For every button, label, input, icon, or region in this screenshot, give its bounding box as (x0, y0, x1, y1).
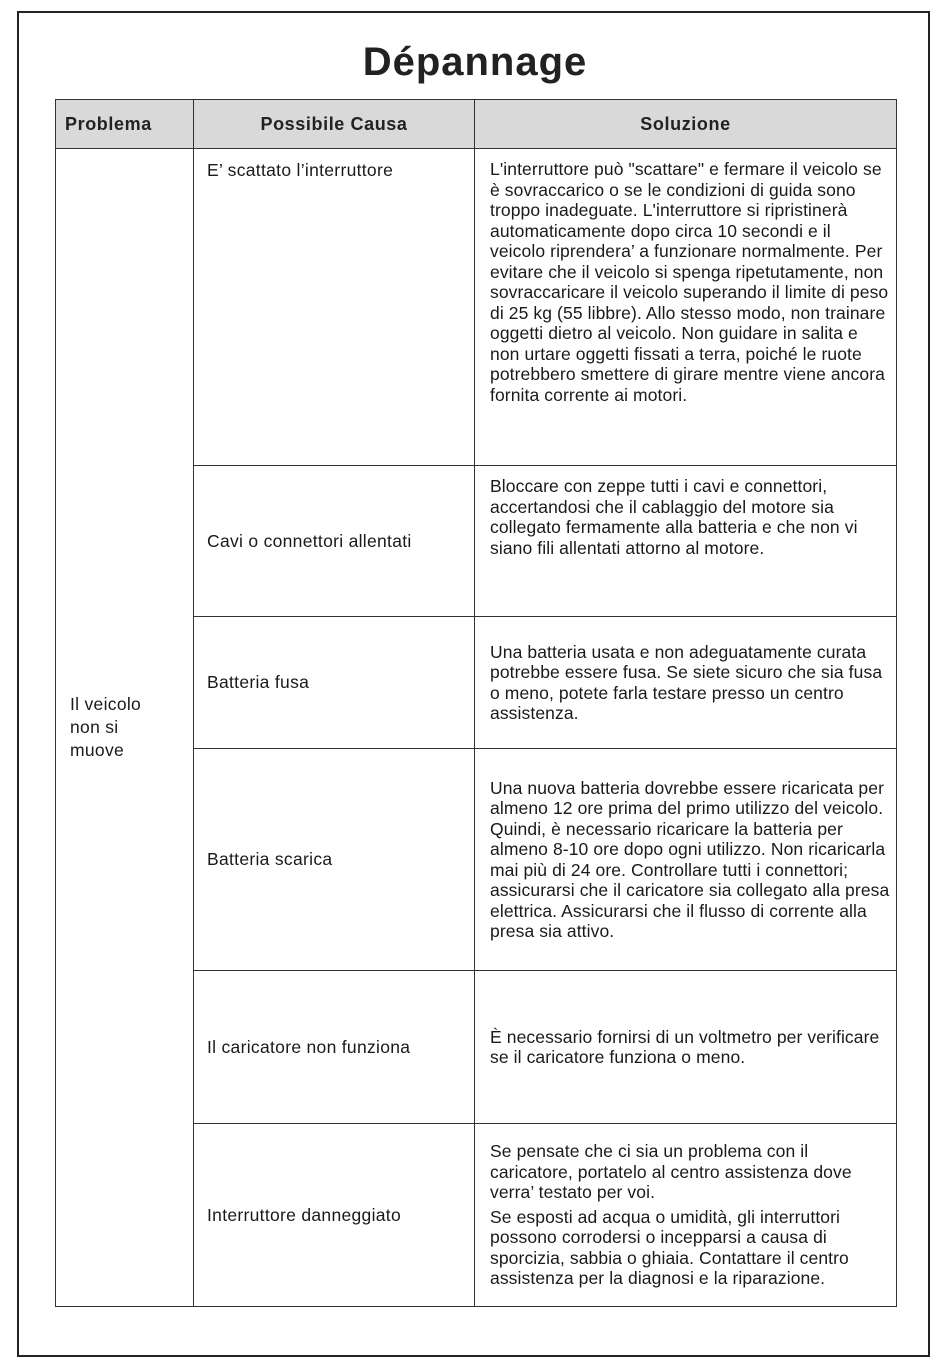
solution-paragraph: Se esposti ad acqua o umidità, gli interruttori possono corrodersi o incepparsi a causa di sporcizia, sabbia o ghiaia. Contattare il centro assistenza per la diagnosi e la riparazione. (490, 1206, 849, 1289)
table-row (56, 149, 897, 466)
problem-cell (56, 149, 194, 1307)
solution-cell: Bloccare con zeppe tutti i cavi e connettori, accertandosi che il cablaggio del motore sia collegato fermamente alla batteria e che non vi siano fili allentati attorno al motore. (475, 466, 897, 617)
table-header-row (56, 100, 897, 149)
solution-paragraph: Se pensate che ci sia un problema con il caricatore, portatelo al centro assistenza dove verra’ testato per voi. (490, 1141, 852, 1203)
header-problem: Problema (56, 100, 194, 149)
cause-cell: Cavi o connettori allentati (194, 466, 475, 617)
cause-cell: Batteria fusa (194, 617, 475, 749)
solution-cell: Una nuova batteria dovrebbe essere ricaricata per almeno 12 ore prima del primo utilizzo del veicolo. Quindi, è necessario ricaricare la batteria per almeno 8-10 ore dopo ogni utilizzo. Non ricaricarla mai più di 24 ore. Controllare tutti i connettori; assicurarsi che il caricatore sia collegato alla presa elettrica. Assicurarsi che il flusso di corrente alla presa sia attivo. (475, 749, 897, 971)
problem-text: Il veicolo non si muove (70, 694, 142, 760)
solution-cell (475, 1124, 897, 1307)
solution-cell: È necessario fornirsi di un voltmetro per verificare se il caricatore funziona o meno. (475, 971, 897, 1124)
header-solution: Soluzione (475, 100, 897, 149)
cause-cell: Batteria scarica (194, 749, 475, 971)
cause-cell: Il caricatore non funziona (194, 971, 475, 1124)
page-title: Dépannage (362, 40, 588, 84)
cause-cell: E’ scattato l’interruttore (194, 149, 475, 466)
cause-cell: Interruttore danneggiato (194, 1124, 475, 1307)
troubleshooting-table (55, 99, 897, 1307)
solution-cell: Una batteria usata e non adeguatamente curata potrebbe essere fusa. Se siete sicuro che sia fusa o meno, potete farla testare presso un centro assistenza. (475, 617, 897, 749)
solution-cell (475, 149, 897, 466)
header-cause: Possibile Causa (194, 100, 475, 149)
solution-text: L'interruttore può "scattare" e fermare il veicolo se è sovraccarico o se le condizioni di guida sono troppo inadeguate. L'interruttore si ripristinerà automaticamente dopo circa 10 secondi e il veicolo riprendera’ a funzionare normalmente. Per evitare che il veicolo si spenga ripetutamente, non sovraccaricare il veicolo superando il limite di peso di 25 kg (55 libbre). Allo stesso modo, non trainare oggetti dietro al veicolo. Non guidare in salita e non urtare oggetti fissati a terra, poiché le ruote potrebbero smettere di girare mentre viene ancora fornita corrente ai motori. (490, 159, 889, 405)
